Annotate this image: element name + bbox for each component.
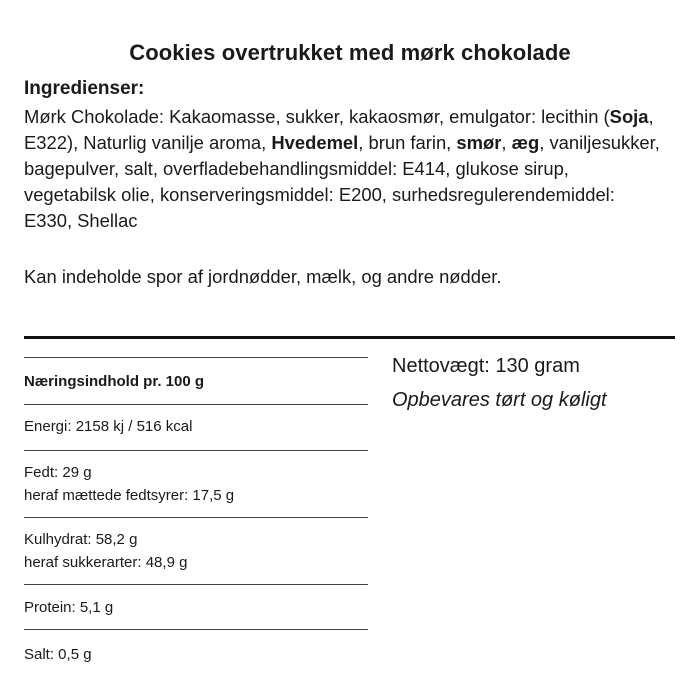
nutrition-energy: Energi: 2158 kj / 516 kcal (24, 418, 193, 435)
net-weight: Nettovægt: 130 gram (392, 355, 580, 377)
nutrition-divider (24, 404, 368, 405)
ingredients-part: , vaniljesukker, bagepulver, salt, overfladebehandlingsmiddel: E414, glukose sirup, vegetabilsk olie, konserveringsmiddel: E200, surhedsregulerendemiddel: E330, Shellac (24, 132, 660, 231)
nutrition-fat: Fedt: 29 g (24, 464, 92, 481)
nutrition-carbs: Kulhydrat: 58,2 g (24, 531, 138, 548)
ingredients-part: , brun farin, (358, 132, 457, 153)
allergen-soja: Soja (609, 106, 649, 127)
nutrition-salt: Salt: 0,5 g (24, 646, 92, 663)
nutrition-saturated: heraf mættede fedtsyrer: 17,5 g (24, 487, 235, 504)
allergy-note: Kan indeholde spor af jordnødder, mælk, og andre nødder. (24, 266, 502, 287)
ingredients-heading: Ingredienser: (24, 78, 145, 99)
ingredients-part: , E322), Naturlig vanilje aroma, (24, 106, 654, 153)
allergen-smoer: smør (456, 132, 502, 153)
allergen-aeg: æg (511, 132, 540, 153)
nutrition-divider (24, 357, 368, 358)
ingredients-part: Mørk Chokolade: Kakaomasse, sukker, kakaosmør, emulgator: lecithin ( (24, 106, 610, 127)
ingredients-part: , (501, 132, 512, 153)
product-title: Cookies overtrukket med mørk chokolade (129, 40, 571, 65)
storage-instructions: Opbevares tørt og køligt (392, 389, 607, 411)
nutrition-protein: Protein: 5,1 g (24, 599, 114, 616)
nutrition-heading: Næringsindhold pr. 100 g (24, 373, 205, 390)
nutrition-divider (24, 450, 368, 451)
nutrition-divider (24, 517, 368, 518)
allergen-hvedemel: Hvedemel (271, 132, 359, 153)
nutrition-divider (24, 629, 368, 630)
nutrition-divider (24, 584, 368, 585)
ingredients-text (24, 104, 664, 234)
nutrition-sugars: heraf sukkerarter: 48,9 g (24, 554, 188, 571)
section-divider (24, 336, 675, 339)
